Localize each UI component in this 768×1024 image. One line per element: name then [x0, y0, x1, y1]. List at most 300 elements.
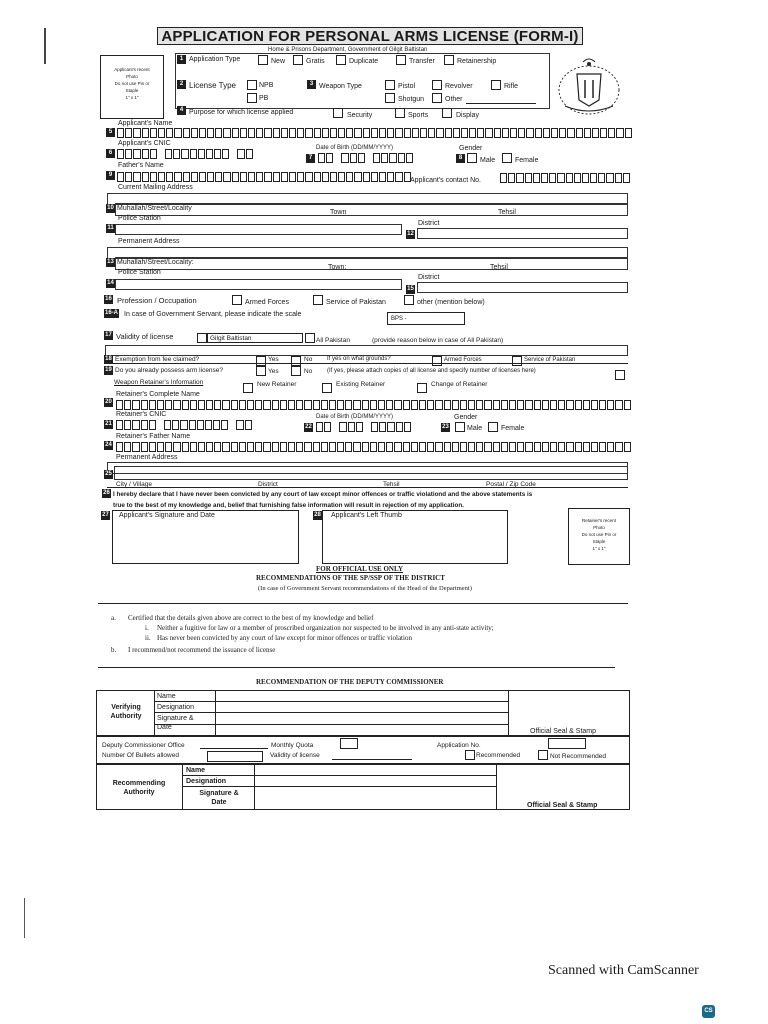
- char-cell[interactable]: [356, 422, 363, 432]
- current-police-station-input[interactable]: [115, 224, 402, 235]
- char-cell[interactable]: [615, 400, 622, 410]
- char-cell[interactable]: [517, 442, 524, 452]
- char-cell[interactable]: [264, 172, 271, 182]
- char-cell[interactable]: [165, 149, 172, 159]
- char-cell[interactable]: [158, 172, 165, 182]
- char-cell[interactable]: [608, 128, 615, 138]
- char-cell[interactable]: [501, 400, 508, 410]
- char-cell[interactable]: [624, 442, 631, 452]
- recommending-signature-input[interactable]: [255, 787, 495, 809]
- char-cell[interactable]: [213, 420, 220, 430]
- char-cell[interactable]: [460, 400, 467, 410]
- char-cell[interactable]: [248, 172, 255, 182]
- char-cell[interactable]: [387, 172, 394, 182]
- char-cell[interactable]: [542, 400, 549, 410]
- char-cell[interactable]: [316, 422, 323, 432]
- char-cell[interactable]: [321, 400, 328, 410]
- char-cell[interactable]: [584, 128, 591, 138]
- char-cell[interactable]: [444, 442, 451, 452]
- monthly-quota-input[interactable]: [340, 738, 358, 749]
- char-cell[interactable]: [541, 173, 548, 183]
- char-cell[interactable]: [338, 128, 345, 138]
- change-retainer-checkbox[interactable]: [417, 383, 427, 393]
- char-cell[interactable]: [575, 400, 582, 410]
- char-cell[interactable]: [305, 172, 312, 182]
- char-cell[interactable]: [324, 422, 331, 432]
- grounds-service-pakistan-checkbox[interactable]: [512, 356, 522, 366]
- char-cell[interactable]: [436, 128, 443, 138]
- app-type-gratis-checkbox[interactable]: [293, 55, 303, 65]
- char-cell[interactable]: [141, 400, 148, 410]
- char-cell[interactable]: [149, 420, 156, 430]
- char-cell[interactable]: [133, 149, 140, 159]
- char-cell[interactable]: [165, 442, 172, 452]
- char-cell[interactable]: [468, 442, 475, 452]
- char-cell[interactable]: [314, 172, 321, 182]
- char-cell[interactable]: [445, 128, 452, 138]
- char-cell[interactable]: [599, 442, 606, 452]
- char-cell[interactable]: [404, 422, 411, 432]
- char-cell[interactable]: [214, 149, 221, 159]
- char-cell[interactable]: [182, 400, 189, 410]
- char-cell[interactable]: [394, 400, 401, 410]
- char-cell[interactable]: [240, 172, 247, 182]
- char-cell[interactable]: [321, 442, 328, 452]
- char-cell[interactable]: [363, 128, 370, 138]
- char-cell[interactable]: [386, 400, 393, 410]
- char-cell[interactable]: [582, 173, 589, 183]
- char-cell[interactable]: [403, 442, 410, 452]
- char-cell[interactable]: [348, 422, 355, 432]
- char-cell[interactable]: [272, 400, 279, 410]
- char-cell[interactable]: [190, 149, 197, 159]
- char-cell[interactable]: [205, 420, 212, 430]
- char-cell[interactable]: [598, 173, 605, 183]
- char-cell[interactable]: [264, 128, 271, 138]
- char-cell[interactable]: [345, 400, 352, 410]
- char-cell[interactable]: [256, 172, 263, 182]
- char-cell[interactable]: [379, 128, 386, 138]
- char-cell[interactable]: [124, 420, 131, 430]
- char-cell[interactable]: [453, 128, 460, 138]
- char-cell[interactable]: [509, 442, 516, 452]
- weapon-other-line[interactable]: [466, 103, 536, 104]
- char-cell[interactable]: [370, 400, 377, 410]
- char-cell[interactable]: [256, 128, 263, 138]
- char-cell[interactable]: [125, 128, 132, 138]
- char-cell[interactable]: [246, 149, 253, 159]
- char-cell[interactable]: [378, 442, 385, 452]
- recommending-designation-input[interactable]: [255, 776, 495, 786]
- char-cell[interactable]: [341, 153, 348, 163]
- char-cell[interactable]: [237, 149, 244, 159]
- char-cell[interactable]: [371, 422, 378, 432]
- char-cell[interactable]: [591, 442, 598, 452]
- app-type-new-checkbox[interactable]: [258, 55, 268, 65]
- char-cell[interactable]: [494, 128, 501, 138]
- char-cell[interactable]: [378, 400, 385, 410]
- retainer-name-input[interactable]: [116, 400, 632, 410]
- char-cell[interactable]: [337, 442, 344, 452]
- current-street-input[interactable]: [115, 203, 628, 216]
- permanent-police-station-input[interactable]: [115, 279, 402, 290]
- not-recommended-checkbox[interactable]: [538, 750, 548, 760]
- char-cell[interactable]: [215, 128, 222, 138]
- char-cell[interactable]: [125, 172, 132, 182]
- char-cell[interactable]: [412, 128, 419, 138]
- char-cell[interactable]: [231, 442, 238, 452]
- char-cell[interactable]: [435, 442, 442, 452]
- char-cell[interactable]: [371, 172, 378, 182]
- possess-yes-checkbox[interactable]: [256, 366, 266, 376]
- recommending-name-input[interactable]: [255, 765, 495, 775]
- char-cell[interactable]: [173, 149, 180, 159]
- char-cell[interactable]: [583, 442, 590, 452]
- char-cell[interactable]: [297, 172, 304, 182]
- char-cell[interactable]: [534, 442, 541, 452]
- char-cell[interactable]: [427, 400, 434, 410]
- validity-license-input[interactable]: [332, 759, 412, 760]
- char-cell[interactable]: [354, 172, 361, 182]
- permanent-street-input[interactable]: [115, 257, 628, 270]
- char-cell[interactable]: [350, 153, 357, 163]
- applicant-photo-box[interactable]: Applicant's recent Photo Do not use Pin or Staple 1" x 1": [100, 55, 164, 119]
- char-cell[interactable]: [559, 128, 566, 138]
- retainer-address-line-2[interactable]: [114, 466, 628, 480]
- char-cell[interactable]: [525, 173, 532, 183]
- char-cell[interactable]: [296, 400, 303, 410]
- char-cell[interactable]: [297, 128, 304, 138]
- char-cell[interactable]: [191, 128, 198, 138]
- char-cell[interactable]: [142, 149, 149, 159]
- char-cell[interactable]: [289, 128, 296, 138]
- char-cell[interactable]: [263, 442, 270, 452]
- char-cell[interactable]: [469, 128, 476, 138]
- char-cell[interactable]: [435, 400, 442, 410]
- char-cell[interactable]: [263, 400, 270, 410]
- char-cell[interactable]: [173, 400, 180, 410]
- weapon-revolver-checkbox[interactable]: [432, 80, 442, 90]
- char-cell[interactable]: [304, 442, 311, 452]
- char-cell[interactable]: [281, 128, 288, 138]
- char-cell[interactable]: [280, 400, 287, 410]
- char-cell[interactable]: [558, 400, 565, 410]
- char-cell[interactable]: [173, 442, 180, 452]
- char-cell[interactable]: [280, 442, 287, 452]
- char-cell[interactable]: [460, 442, 467, 452]
- char-cell[interactable]: [476, 400, 483, 410]
- exemption-yes-checkbox[interactable]: [256, 356, 266, 366]
- char-cell[interactable]: [273, 128, 280, 138]
- retainer-male-checkbox[interactable]: [455, 422, 465, 432]
- char-cell[interactable]: [116, 420, 123, 430]
- char-cell[interactable]: [183, 128, 190, 138]
- char-cell[interactable]: [509, 400, 516, 410]
- char-cell[interactable]: [558, 442, 565, 452]
- char-cell[interactable]: [396, 422, 403, 432]
- fathers-name-input[interactable]: [117, 172, 412, 182]
- char-cell[interactable]: [592, 128, 599, 138]
- char-cell[interactable]: [583, 400, 590, 410]
- char-cell[interactable]: [381, 153, 388, 163]
- char-cell[interactable]: [373, 153, 380, 163]
- char-cell[interactable]: [411, 400, 418, 410]
- signature-box[interactable]: [112, 510, 299, 564]
- char-cell[interactable]: [370, 442, 377, 452]
- char-cell[interactable]: [484, 442, 491, 452]
- char-cell[interactable]: [142, 172, 149, 182]
- char-cell[interactable]: [444, 400, 451, 410]
- char-cell[interactable]: [345, 442, 352, 452]
- char-cell[interactable]: [404, 128, 411, 138]
- char-cell[interactable]: [387, 422, 394, 432]
- purpose-security-checkbox[interactable]: [333, 108, 343, 118]
- app-type-duplicate-checkbox[interactable]: [336, 55, 346, 65]
- char-cell[interactable]: [149, 400, 156, 410]
- char-cell[interactable]: [304, 400, 311, 410]
- char-cell[interactable]: [133, 128, 140, 138]
- char-cell[interactable]: [322, 172, 329, 182]
- char-cell[interactable]: [502, 128, 509, 138]
- char-cell[interactable]: [379, 422, 386, 432]
- char-cell[interactable]: [362, 442, 369, 452]
- char-cell[interactable]: [206, 149, 213, 159]
- char-cell[interactable]: [158, 128, 165, 138]
- char-cell[interactable]: [190, 400, 197, 410]
- char-cell[interactable]: [305, 128, 312, 138]
- char-cell[interactable]: [493, 442, 500, 452]
- recommended-checkbox[interactable]: [465, 750, 475, 760]
- char-cell[interactable]: [207, 128, 214, 138]
- char-cell[interactable]: [346, 128, 353, 138]
- char-cell[interactable]: [326, 153, 333, 163]
- char-cell[interactable]: [149, 442, 156, 452]
- verifying-signature-input[interactable]: [216, 713, 507, 735]
- char-cell[interactable]: [526, 128, 533, 138]
- char-cell[interactable]: [150, 128, 157, 138]
- char-cell[interactable]: [255, 400, 262, 410]
- char-cell[interactable]: [358, 153, 365, 163]
- new-retainer-checkbox[interactable]: [243, 383, 253, 393]
- char-cell[interactable]: [346, 172, 353, 182]
- application-no-input[interactable]: [548, 738, 586, 749]
- profession-armed-forces-checkbox[interactable]: [232, 295, 242, 305]
- char-cell[interactable]: [240, 128, 247, 138]
- char-cell[interactable]: [124, 400, 131, 410]
- char-cell[interactable]: [116, 400, 123, 410]
- char-cell[interactable]: [223, 128, 230, 138]
- char-cell[interactable]: [329, 442, 336, 452]
- char-cell[interactable]: [247, 400, 254, 410]
- char-cell[interactable]: [232, 128, 239, 138]
- char-cell[interactable]: [484, 400, 491, 410]
- dc-office-input[interactable]: [200, 748, 268, 749]
- app-type-transfer-checkbox[interactable]: [396, 55, 406, 65]
- char-cell[interactable]: [550, 442, 557, 452]
- profession-other-checkbox[interactable]: [404, 295, 414, 305]
- char-cell[interactable]: [525, 400, 532, 410]
- char-cell[interactable]: [338, 172, 345, 182]
- char-cell[interactable]: [132, 400, 139, 410]
- char-cell[interactable]: [164, 420, 171, 430]
- char-cell[interactable]: [599, 400, 606, 410]
- char-cell[interactable]: [245, 420, 252, 430]
- char-cell[interactable]: [288, 400, 295, 410]
- char-cell[interactable]: [199, 128, 206, 138]
- char-cell[interactable]: [419, 400, 426, 410]
- verifying-designation-input[interactable]: [216, 702, 507, 712]
- char-cell[interactable]: [362, 400, 369, 410]
- char-cell[interactable]: [551, 128, 558, 138]
- char-cell[interactable]: [420, 128, 427, 138]
- char-cell[interactable]: [452, 400, 459, 410]
- char-cell[interactable]: [190, 442, 197, 452]
- weapon-rifle-checkbox[interactable]: [491, 80, 501, 90]
- char-cell[interactable]: [239, 400, 246, 410]
- char-cell[interactable]: [329, 400, 336, 410]
- validity-all-pakistan-checkbox[interactable]: [305, 333, 315, 343]
- char-cell[interactable]: [181, 149, 188, 159]
- char-cell[interactable]: [395, 128, 402, 138]
- char-cell[interactable]: [339, 422, 346, 432]
- char-cell[interactable]: [141, 442, 148, 452]
- char-cell[interactable]: [273, 172, 280, 182]
- char-cell[interactable]: [428, 128, 435, 138]
- char-cell[interactable]: [353, 442, 360, 452]
- char-cell[interactable]: [501, 442, 508, 452]
- char-cell[interactable]: [133, 172, 140, 182]
- char-cell[interactable]: [607, 400, 614, 410]
- char-cell[interactable]: [510, 128, 517, 138]
- char-cell[interactable]: [174, 172, 181, 182]
- char-cell[interactable]: [534, 400, 541, 410]
- char-cell[interactable]: [591, 400, 598, 410]
- char-cell[interactable]: [116, 442, 123, 452]
- char-cell[interactable]: [221, 420, 228, 430]
- licenses-count-input[interactable]: [615, 370, 625, 380]
- char-cell[interactable]: [419, 442, 426, 452]
- char-cell[interactable]: [232, 172, 239, 182]
- char-cell[interactable]: [117, 149, 124, 159]
- char-cell[interactable]: [314, 128, 321, 138]
- char-cell[interactable]: [150, 149, 157, 159]
- char-cell[interactable]: [508, 173, 515, 183]
- char-cell[interactable]: [476, 442, 483, 452]
- char-cell[interactable]: [468, 400, 475, 410]
- char-cell[interactable]: [248, 128, 255, 138]
- char-cell[interactable]: [533, 173, 540, 183]
- char-cell[interactable]: [150, 172, 157, 182]
- char-cell[interactable]: [222, 400, 229, 410]
- weapon-shotgun-checkbox[interactable]: [385, 93, 395, 103]
- char-cell[interactable]: [567, 128, 574, 138]
- char-cell[interactable]: [117, 172, 124, 182]
- char-cell[interactable]: [125, 149, 132, 159]
- char-cell[interactable]: [500, 173, 507, 183]
- char-cell[interactable]: [363, 172, 370, 182]
- dob-input[interactable]: [318, 153, 414, 163]
- char-cell[interactable]: [247, 442, 254, 452]
- char-cell[interactable]: [142, 128, 149, 138]
- char-cell[interactable]: [198, 149, 205, 159]
- retainer-female-checkbox[interactable]: [488, 422, 498, 432]
- char-cell[interactable]: [222, 149, 229, 159]
- char-cell[interactable]: [207, 172, 214, 182]
- char-cell[interactable]: [395, 172, 402, 182]
- char-cell[interactable]: [214, 400, 221, 410]
- char-cell[interactable]: [239, 442, 246, 452]
- char-cell[interactable]: [157, 400, 164, 410]
- char-cell[interactable]: [289, 172, 296, 182]
- weapon-other-checkbox[interactable]: [432, 93, 442, 103]
- char-cell[interactable]: [231, 400, 238, 410]
- bps-input[interactable]: [387, 312, 465, 325]
- char-cell[interactable]: [281, 172, 288, 182]
- char-cell[interactable]: [166, 128, 173, 138]
- gender-female-checkbox[interactable]: [502, 153, 512, 163]
- char-cell[interactable]: [600, 128, 607, 138]
- char-cell[interactable]: [406, 153, 413, 163]
- char-cell[interactable]: [255, 442, 262, 452]
- char-cell[interactable]: [576, 128, 583, 138]
- retainer-cnic-input[interactable]: [116, 420, 253, 430]
- char-cell[interactable]: [313, 400, 320, 410]
- char-cell[interactable]: [606, 173, 613, 183]
- applicant-cnic-input[interactable]: [117, 149, 254, 159]
- char-cell[interactable]: [132, 420, 139, 430]
- char-cell[interactable]: [575, 442, 582, 452]
- validity-gb-checkbox[interactable]: [197, 333, 207, 343]
- grounds-armed-forces-checkbox[interactable]: [432, 356, 442, 366]
- char-cell[interactable]: [197, 420, 204, 430]
- char-cell[interactable]: [199, 172, 206, 182]
- char-cell[interactable]: [182, 442, 189, 452]
- applicant-name-input[interactable]: [117, 128, 633, 138]
- char-cell[interactable]: [354, 128, 361, 138]
- char-cell[interactable]: [557, 173, 564, 183]
- left-thumb-box[interactable]: [322, 510, 508, 564]
- possess-no-checkbox[interactable]: [291, 366, 301, 376]
- verifying-name-input[interactable]: [216, 691, 507, 701]
- permanent-district-input[interactable]: [417, 282, 628, 293]
- license-npb-checkbox[interactable]: [247, 80, 257, 90]
- char-cell[interactable]: [389, 153, 396, 163]
- char-cell[interactable]: [452, 442, 459, 452]
- char-cell[interactable]: [296, 442, 303, 452]
- char-cell[interactable]: [215, 172, 222, 182]
- char-cell[interactable]: [172, 420, 179, 430]
- char-cell[interactable]: [411, 442, 418, 452]
- char-cell[interactable]: [543, 128, 550, 138]
- char-cell[interactable]: [272, 442, 279, 452]
- profession-service-pakistan-checkbox[interactable]: [313, 295, 323, 305]
- char-cell[interactable]: [517, 400, 524, 410]
- char-cell[interactable]: [353, 400, 360, 410]
- char-cell[interactable]: [574, 173, 581, 183]
- char-cell[interactable]: [566, 400, 573, 410]
- char-cell[interactable]: [427, 442, 434, 452]
- char-cell[interactable]: [337, 400, 344, 410]
- char-cell[interactable]: [174, 128, 181, 138]
- char-cell[interactable]: [590, 173, 597, 183]
- char-cell[interactable]: [542, 442, 549, 452]
- char-cell[interactable]: [165, 400, 172, 410]
- current-district-input[interactable]: [417, 228, 628, 239]
- char-cell[interactable]: [330, 128, 337, 138]
- char-cell[interactable]: [549, 173, 556, 183]
- gender-male-checkbox[interactable]: [467, 153, 477, 163]
- char-cell[interactable]: [550, 400, 557, 410]
